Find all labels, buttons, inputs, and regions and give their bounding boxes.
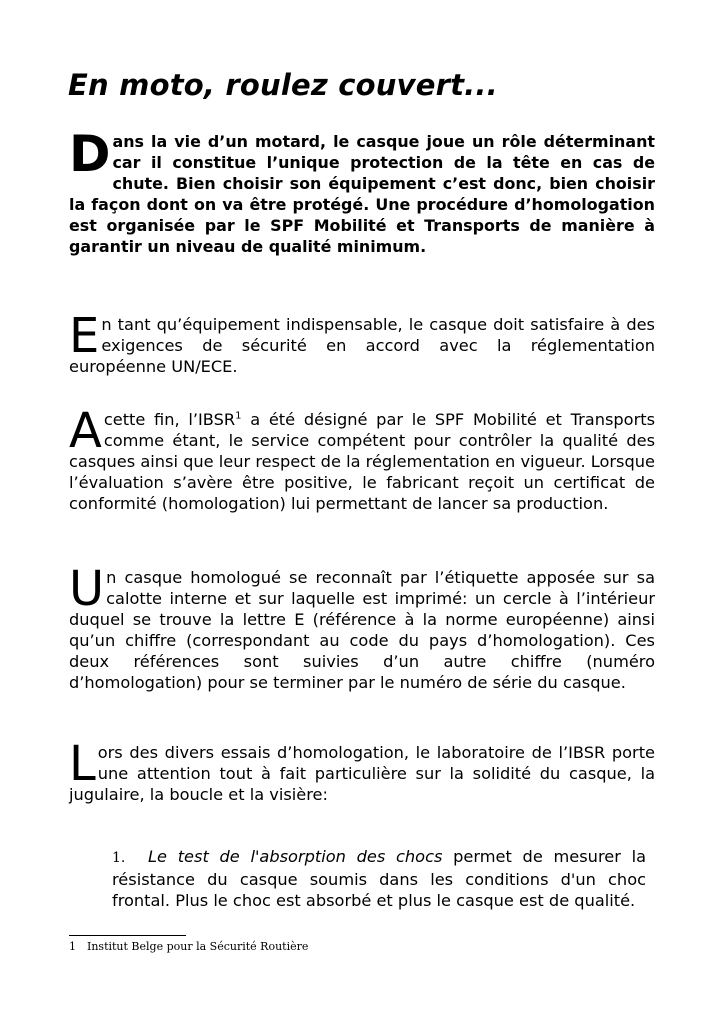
drop-cap-a: A	[69, 403, 102, 459]
intro-paragraph	[69, 125, 655, 257]
footnote-reference[interactable]: 1	[235, 410, 242, 422]
paragraph-equipment	[69, 308, 655, 377]
list-item-number: 1.	[112, 850, 126, 866]
drop-cap-u: U	[69, 561, 105, 617]
list-item-emphasis: Le test de l'absorption des chocs	[148, 847, 443, 866]
paragraph-tests-text: ors des divers essais d’homologation, le laboratoire de l’IBSR porte une attention tout à fait particulière sur la solidité du casque, la jugulaire, la boucle et la visière:	[69, 743, 655, 805]
drop-cap-l: L	[69, 736, 96, 792]
drop-cap-d: D	[69, 125, 111, 183]
drop-cap-e: E	[69, 308, 100, 364]
list-item-text: permet de mesurer la résistance du casque soumis dans les conditions d'un choc frontal. Plus le choc est absorbé et plus le casque est de qualité.	[112, 847, 646, 911]
paragraph-label	[69, 561, 655, 694]
page-title: En moto, roulez couvert...	[68, 68, 498, 102]
intro-paragraph-text: ans la vie d’un motard, le casque joue un rôle déterminant car il constitue l’unique protection de la tête en cas de chute. Bien choisir son équipement c’est donc, bien choisir la façon dont on va être protégé. Une procédure d’homologation est organisée par le SPF Mobilité et Transports de manière à garantir un niveau de qualité minimum.	[69, 132, 655, 256]
footnote-divider	[69, 935, 186, 936]
paragraph-tests	[69, 736, 655, 805]
list-item	[112, 846, 646, 911]
paragraph-ibsr-text-before: cette fin, l’IBSR	[103, 410, 236, 429]
paragraph-ibsr-text-after: a été désigné par le SPF Mobilité et Transports comme étant, le service compétent pour contrôler la qualité des casques ainsi que leur respect de la réglementation en vigueur. Lorsque l’évaluation s’avère être positive, le fabricant reçoit un certificat de conformité (homologation) lui permettant de lancer sa production.	[69, 410, 656, 514]
paragraph-label-text: n casque homologué se reconnaît par l’étiquette apposée sur sa calotte interne et sur laquelle est imprimé: un cercle à l’intérieur duquel se trouve la lettre E (référence à la norme européenne) ainsi qu’un chiffre (correspondant au code du pays d’homologation). Ces deux références sont suivies d’un autre chiffre (numéro d’homologation) pour se terminer par le numéro de série du casque.	[69, 568, 655, 693]
footnote	[69, 940, 308, 954]
paragraph-equipment-text: n tant qu’équipement indispensable, le casque doit satisfaire à des exigences de sécurité en accord avec la réglementation européenne UN/ECE.	[69, 315, 655, 377]
footnote-text: Institut Belge pour la Sécurité Routière	[87, 940, 309, 953]
footnote-number: 1	[69, 940, 76, 953]
paragraph-ibsr	[69, 403, 656, 514]
